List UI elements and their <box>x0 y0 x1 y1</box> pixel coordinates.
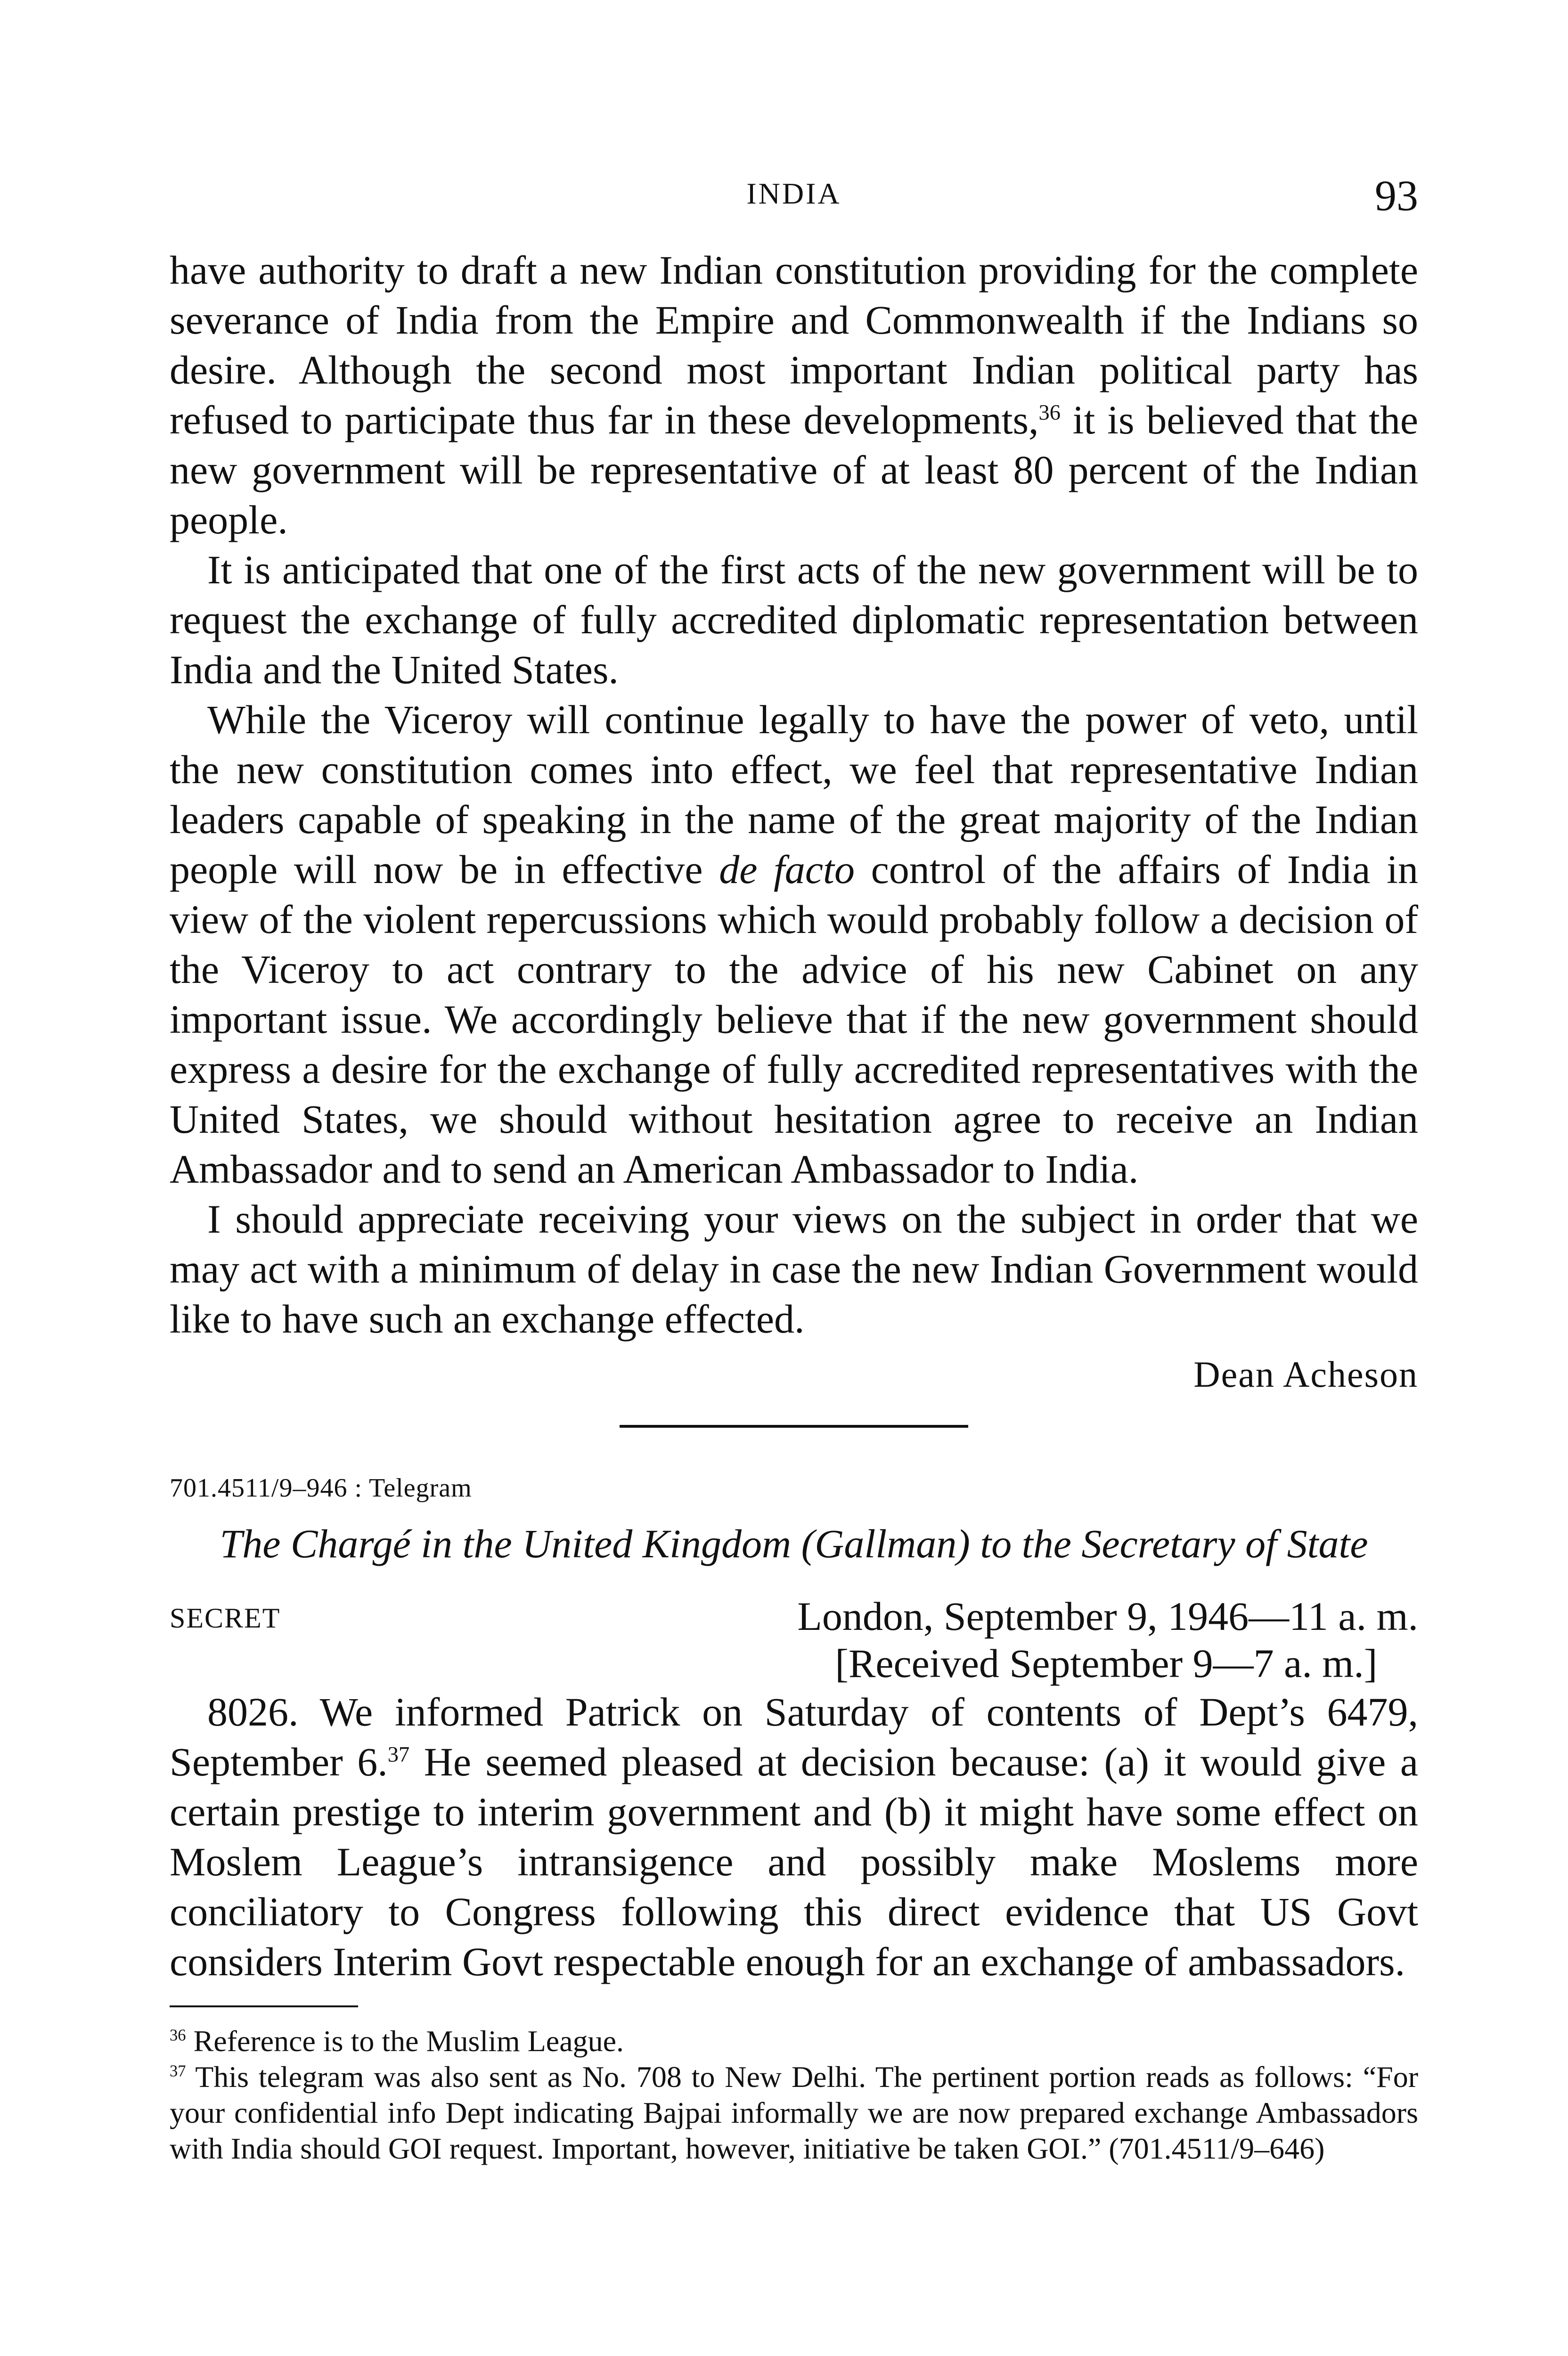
paragraph-text: control of the affairs of India in view of the violent repercussions which would probably follow a decision of the Viceroy to act contrary to the advice of his new Cabinet on any important issue. We accordingly believe that if the new government should express a desire for the exchange of fully accredited representatives with the United States, we should without hesitation agree to receive an Indian Ambassador and to send an American Ambassador to India. <box>170 847 1418 1192</box>
file-number: 701.4511/9–946 : Telegram <box>170 1473 472 1503</box>
footnote-ref-36: 36 <box>1038 401 1061 425</box>
footnote-number: 36 <box>170 2026 186 2045</box>
page-body <box>170 245 1418 2167</box>
paragraph-continuation <box>170 245 1418 545</box>
section-divider <box>620 1425 968 1428</box>
paragraph: It is anticipated that one of the first acts of the new government will be to request the exchange of fully accredited diplomatic representation between India and the United States. <box>170 547 1418 692</box>
dateline-sent: London, September 9, 1946—11 a. m. <box>797 1594 1418 1639</box>
footnote-number: 37 <box>170 2062 186 2080</box>
telegram-body <box>170 1687 1418 1987</box>
footnote-ref-37: 37 <box>387 1742 410 1767</box>
footnote-text: Reference is to the Muslim League. <box>186 2024 624 2058</box>
paragraph-text: He seemed pleased at decision because: (a) it would give a certain prestige to interim government and (b) it might have some effect on Moslem League’s intransigence and possibly make Moslems more conciliatory to Congress following this direct evidence that US Govt considers Interim Govt respectable enough for an exchange of ambassadors. <box>170 1739 1418 1984</box>
page-number: 93 <box>1375 172 1418 220</box>
paragraph-text: 8026. We informed Patrick on Saturday of contents of Dept’s 6479, September 6. <box>170 1689 1418 1784</box>
signature: Dean Acheson <box>1193 1354 1418 1395</box>
footnote-text: This telegram was also sent as No. 708 to New Delhi. The pertinent portion reads as follows: “For your confidential info Dept indicating Bajpai informally we are now prepared exchange Ambassadors with India should GOI request. Important, however, initiative be taken GOI.” (701.4511/9–646) <box>170 2060 1418 2165</box>
paragraph-text: While the Viceroy will continue legally to have the power of veto, until the new constitution comes into effect, we feel that representative Indian leaders capable of speaking in the name of the great majority of the Indian people will now be in effective <box>170 697 1418 892</box>
classification-row <box>170 1593 1418 1687</box>
footnote-37 <box>170 2059 1418 2167</box>
dateline-received: [Received September 9—7 a. m.] <box>835 1641 1378 1686</box>
paragraph-text: it is believed that the new government will be representative of at least 80 percent of the Indian people. <box>170 397 1418 542</box>
classification-label: SECRET <box>170 1603 281 1634</box>
paragraph <box>170 695 1418 1194</box>
document-title: The Chargé in the United Kingdom (Gallman) to the Secretary of State <box>220 1521 1368 1566</box>
paragraph: I should appreciate receiving your views on the subject in order that we may act with a minimum of delay in case the new Indian Government would like to have such an exchange effected. <box>170 1196 1418 1342</box>
page-header <box>170 171 1418 227</box>
footnote-36 <box>170 2023 1418 2059</box>
paragraph-text: have authority to draft a new Indian constitution providing for the complete severance of India from the Empire and Commonwealth if the Indians so desire. Although the second most important Indian political party has refused to participate thus far in these developments, <box>170 247 1418 442</box>
dateline <box>797 1593 1418 1687</box>
italic-phrase: de facto <box>719 847 855 892</box>
running-head: INDIA <box>746 177 841 210</box>
footnote-divider <box>170 2005 358 2007</box>
